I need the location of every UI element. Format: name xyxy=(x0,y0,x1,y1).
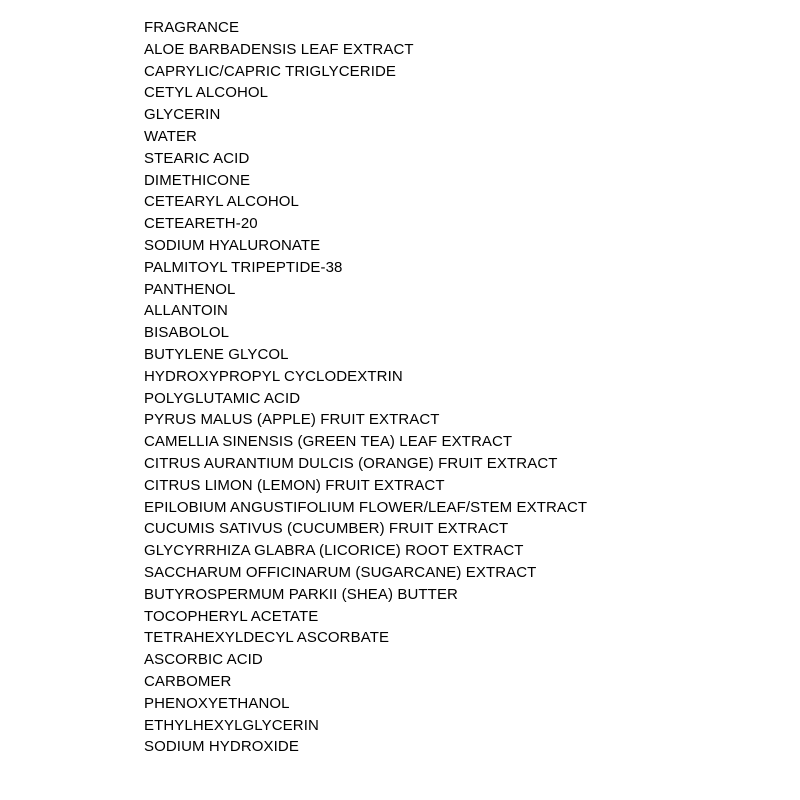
ingredient-item: CITRUS LIMON (LEMON) FRUIT EXTRACT xyxy=(144,476,445,494)
ingredient-item: BISABOLOL xyxy=(144,324,230,342)
ingredient-item: DIMETHICONE xyxy=(144,171,251,189)
ingredient-item: TETRAHEXYLDECYL ASCORBATE xyxy=(144,629,390,647)
ingredient-item: FRAGRANCE xyxy=(144,19,240,36)
ingredient-item: PHENOXYETHANOL xyxy=(144,694,290,712)
ingredient-item: ETHYLHEXYLGLYCERIN xyxy=(144,716,319,734)
ingredient-item: SODIUM HYALURONATE xyxy=(144,236,321,254)
ingredient-item: WATER xyxy=(144,127,197,145)
ingredient-item: TOCOPHERYL ACETATE xyxy=(144,607,319,625)
ingredient-item: CAMELLIA SINENSIS (GREEN TEA) LEAF EXTRACT xyxy=(144,433,513,451)
ingredient-item: SODIUM HYDROXIDE xyxy=(144,738,299,756)
ingredient-item: CETEARYL ALCOHOL xyxy=(144,193,299,211)
ingredient-item: BUTYROSPERMUM PARKII (SHEA) BUTTER xyxy=(144,585,458,603)
ingredient-item: PANTHENOL xyxy=(144,280,236,298)
ingredient-item: GLYCYRRHIZA GLABRA (LICORICE) ROOT EXTRACT xyxy=(144,542,524,560)
ingredient-item: ALLANTOIN xyxy=(144,302,228,320)
ingredient-item: CITRUS AURANTIUM DULCIS (ORANGE) FRUIT EXTRACT xyxy=(144,454,558,472)
ingredient-item: HYDROXYPROPYL CYCLODEXTRIN xyxy=(144,367,403,385)
ingredient-item: PYRUS MALUS (APPLE) FRUIT EXTRACT xyxy=(144,411,440,429)
ingredient-item: STEARIC ACID xyxy=(144,149,250,167)
ingredient-item: CETEARETH-20 xyxy=(144,215,258,233)
ingredient-item: SACCHARUM OFFICINARUM (SUGARCANE) EXTRACT xyxy=(144,563,537,581)
ingredient-item: ALOE BARBADENSIS LEAF EXTRACT xyxy=(144,40,414,58)
ingredient-item: BUTYLENE GLYCOL xyxy=(144,345,289,363)
ingredient-item: CUCUMIS SATIVUS (CUCUMBER) FRUIT EXTRACT xyxy=(144,520,509,538)
ingredient-list xyxy=(144,17,587,758)
ingredient-item: GLYCERIN xyxy=(144,106,221,124)
ingredient-item: CARBOMER xyxy=(144,672,232,690)
ingredient-item: ASCORBIC ACID xyxy=(144,651,263,669)
ingredient-item: PALMITOYL TRIPEPTIDE-38 xyxy=(144,258,343,276)
ingredient-item: CAPRYLIC/CAPRIC TRIGLYCERIDE xyxy=(144,62,397,80)
ingredient-item: CETYL ALCOHOL xyxy=(144,84,269,102)
ingredient-item: POLYGLUTAMIC ACID xyxy=(144,389,301,407)
ingredient-item: EPILOBIUM ANGUSTIFOLIUM FLOWER/LEAF/STEM EXTRACT xyxy=(144,498,588,516)
